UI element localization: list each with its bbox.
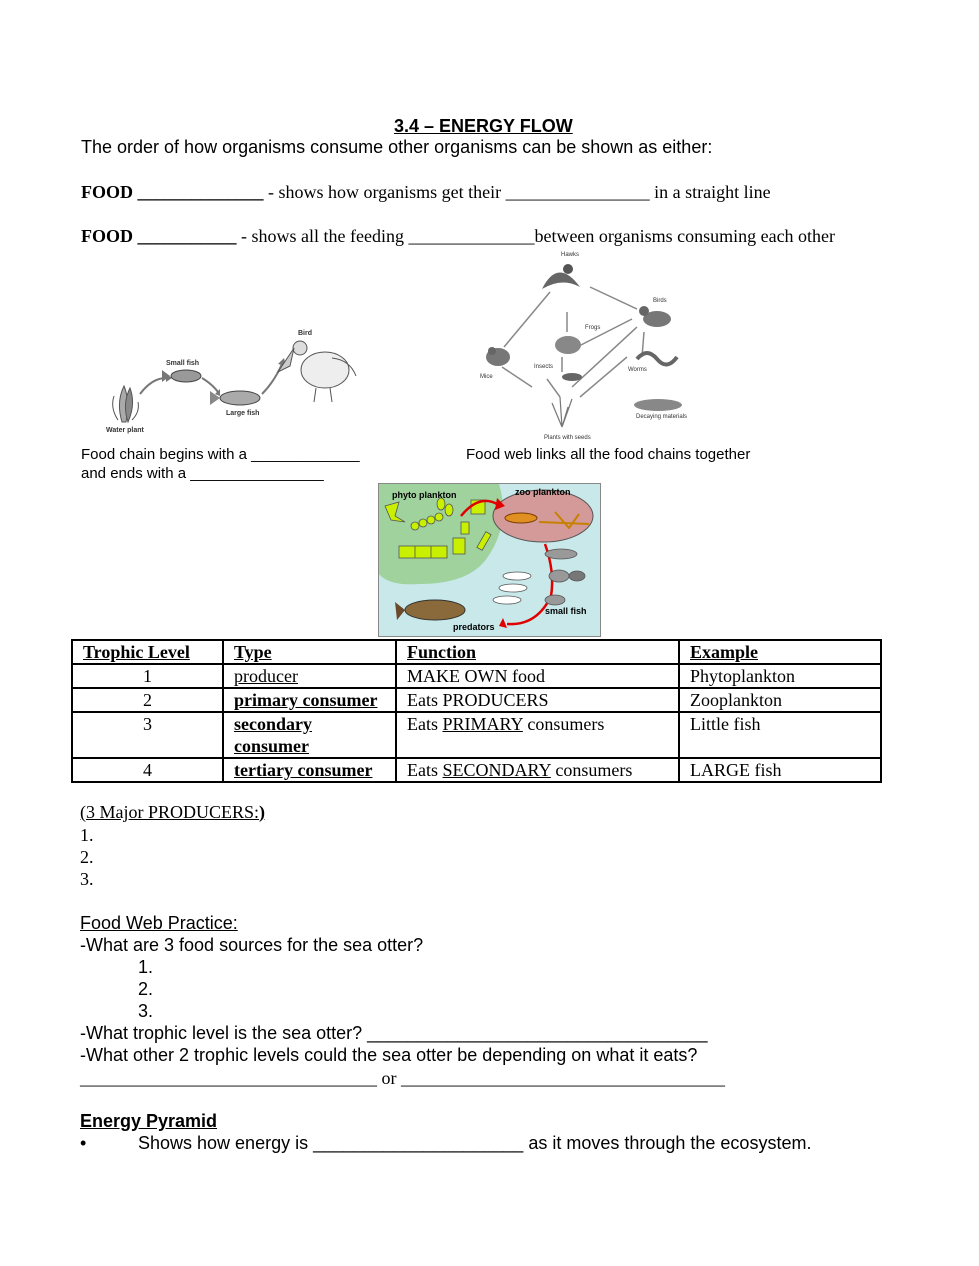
function-emphasis: SECONDARY — [442, 760, 551, 780]
producers-heading-end: ) — [259, 802, 266, 822]
header-trophic-level: Trophic Level — [72, 640, 223, 664]
producers-heading — [80, 802, 265, 823]
answer-or: or — [381, 1068, 397, 1088]
cell-level: 1 — [72, 664, 223, 688]
practice-question-3: -What other 2 trophic levels could the sea otter be depending on what it eats? — [80, 1045, 698, 1065]
cell-type: tertiary consumer — [223, 758, 396, 782]
function-emphasis: PRIMARY — [442, 714, 523, 734]
label-large-fish: Large fish — [226, 410, 260, 417]
cell-example: LARGE fish — [679, 758, 881, 782]
food-web-rest: - shows all the feeding ______________between organisms consuming each other — [241, 226, 836, 246]
arrow-icon — [262, 364, 282, 394]
water-plant-icon — [113, 386, 139, 422]
arrow-icon — [202, 378, 218, 392]
food-web-caption: Food web links all the food chains together — [466, 446, 751, 463]
label-water-plant: Water plant — [106, 427, 144, 434]
pyramid-heading: Energy Pyramid — [80, 1111, 218, 1131]
label-predators: predators — [453, 622, 495, 632]
label-phytoplankton: phyto plankton — [392, 490, 457, 500]
food-web-figure — [472, 247, 702, 442]
cell-level: 2 — [72, 688, 223, 712]
practice-q1-item-2: 2. — [138, 979, 154, 999]
label-zooplankton: zoo plankton — [515, 487, 571, 497]
header-function: Function — [396, 640, 679, 664]
answer-blank-right: ____________________________________ — [401, 1068, 725, 1088]
label-bird: Bird — [298, 330, 312, 337]
cell-type: producer — [223, 664, 396, 688]
food-web-blank: ___________ — [137, 226, 237, 246]
table-row — [72, 688, 881, 712]
cell-type: secondary consumer — [223, 712, 396, 758]
food-chain-blank: ______________ — [137, 182, 264, 202]
producers-heading-text: (3 Major PRODUCERS: — [80, 802, 260, 822]
practice-q1-item-3: 3. — [138, 1001, 154, 1021]
food-chain-caption-1: Food chain begins with a _____________ — [81, 446, 360, 463]
label-plants: Plants with seeds — [544, 435, 591, 441]
function-suffix: consumers — [522, 714, 605, 734]
plant-icon — [552, 397, 572, 427]
header-type: Type — [223, 640, 396, 664]
cell-function — [396, 758, 679, 782]
cell-example: Zooplankton — [679, 688, 881, 712]
food-chain-figure — [100, 322, 370, 437]
food-chain-word: FOOD — [81, 182, 133, 202]
practice-question-2: -What trophic level is the sea otter? __________________________________ — [80, 1023, 708, 1043]
pyramid-text: Shows how energy is _____________________ as it moves through the ecosystem. — [138, 1133, 812, 1153]
table-row — [72, 712, 881, 758]
cell-function: Eats PRODUCERS — [396, 688, 679, 712]
table-row — [72, 664, 881, 688]
food-chain-definition — [81, 182, 771, 203]
label-frogs: Frogs — [585, 325, 601, 331]
food-web-definition — [81, 226, 835, 247]
pyramid-bullet: • — [80, 1133, 87, 1153]
practice-question-1: -What are 3 food sources for the sea otter? — [80, 935, 424, 955]
practice-q1-item-1: 1. — [138, 957, 154, 977]
practice-heading: Food Web Practice: — [80, 913, 238, 933]
trophic-level-table — [71, 639, 882, 783]
producer-item-1: 1. — [80, 825, 94, 845]
header-example: Example — [679, 640, 881, 664]
decaying-material-icon — [634, 399, 682, 411]
food-chain-rest: - shows how organisms get their ________________ in a straight line — [268, 182, 771, 202]
intro-text: The order of how organisms consume other organisms can be shown as either: — [81, 137, 713, 157]
frog-icon — [555, 336, 581, 354]
plankton-figure — [378, 483, 601, 637]
cell-function — [396, 712, 679, 758]
producer-item-3: 3. — [80, 869, 94, 889]
cell-type: primary consumer — [223, 688, 396, 712]
cell-level: 4 — [72, 758, 223, 782]
food-chain-caption-2: and ends with a ________________ — [81, 465, 324, 482]
mouse-icon — [486, 347, 510, 366]
label-hawks: Hawks — [561, 252, 580, 258]
cell-example: Little fish — [679, 712, 881, 758]
function-prefix: Eats — [407, 760, 443, 780]
page-title: 3.4 – ENERGY FLOW — [394, 116, 573, 136]
table-header-row — [72, 640, 881, 664]
answer-blank-left: _________________________________ — [80, 1068, 377, 1088]
label-birds: Birds — [653, 298, 667, 304]
label-worms: Worms — [628, 367, 647, 373]
label-decaying: Decaying materials — [636, 414, 688, 420]
cell-function: MAKE OWN food — [396, 664, 679, 688]
insect-icon — [562, 373, 582, 381]
cell-level: 3 — [72, 712, 223, 758]
label-mice: Mice — [480, 374, 493, 380]
label-small-fish: Small fish — [166, 360, 200, 367]
practice-q3-answer-line — [80, 1068, 725, 1089]
label-small-fish: small fish — [545, 606, 587, 616]
bird-icon — [639, 306, 671, 327]
bird-icon — [278, 341, 356, 402]
worm-icon — [637, 353, 677, 365]
cell-example: Phytoplankton — [679, 664, 881, 688]
producer-item-2: 2. — [80, 847, 94, 867]
label-insects: Insects — [534, 364, 554, 370]
function-prefix: Eats — [407, 714, 443, 734]
hawk-icon — [542, 264, 580, 289]
table-row — [72, 758, 881, 782]
function-suffix: consumers — [550, 760, 633, 780]
food-web-word: FOOD — [81, 226, 133, 246]
